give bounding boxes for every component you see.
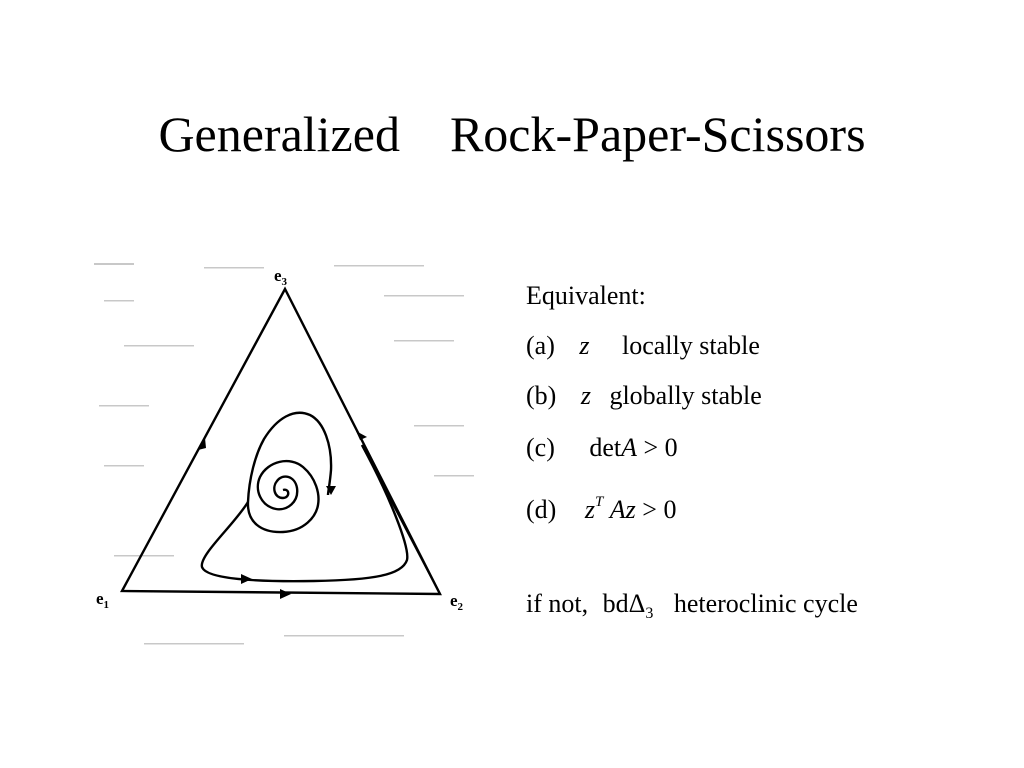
simplex-triangle [122,289,440,594]
statement-d-label: (d) [526,495,557,524]
statement-d-sup: T [594,494,604,510]
statement-d-var: z [584,495,595,524]
statement-note [526,588,858,630]
statement-a-text: locally stable [621,331,760,360]
statement-a-label: (a) [526,331,555,360]
simplex-figure [84,255,504,655]
statement-b-text: globally stable [609,381,762,410]
statement-c-var: A [621,433,638,462]
statement-b-var: z [580,381,591,410]
arrow-right-edge [356,431,367,440]
statement-c [526,432,678,464]
outer-trajectory-right [362,445,440,594]
arrow-left-edge [198,438,206,450]
statement-b [526,380,762,412]
statements-heading: Equivalent: [526,281,646,310]
arrow-base-edge [280,589,291,599]
note-bd-sub: 3 [645,605,654,622]
statement-d-rel: > 0 [642,495,677,524]
statement-d-expr: Az [609,495,636,524]
statement-a-var: z [579,331,590,360]
simplex-diagram [84,255,504,655]
vertex-label-e1: $e_1$ [96,589,110,611]
statement-a [526,330,760,362]
statement-c-rel: > 0 [643,433,678,462]
scan-noise [94,263,474,645]
outer-trajectory [202,445,407,581]
spiral-trajectory [248,413,331,532]
page-title: Generalized Rock-Paper-Scissors [158,106,866,162]
arrow-inner-cycle [241,574,252,584]
note-bd: bdΔ [602,589,646,618]
statement-b-label: (b) [526,381,557,410]
statement-c-label: (c) [526,433,555,462]
statement-c-det: det [589,433,622,462]
note-text: heteroclinic cycle [673,589,858,618]
vertex-label-e2: $e_2$ [450,591,464,613]
note-prefix: if not, [526,589,589,618]
statement-d [526,486,676,526]
vertex-label-e3: $e_3$ [274,266,288,288]
